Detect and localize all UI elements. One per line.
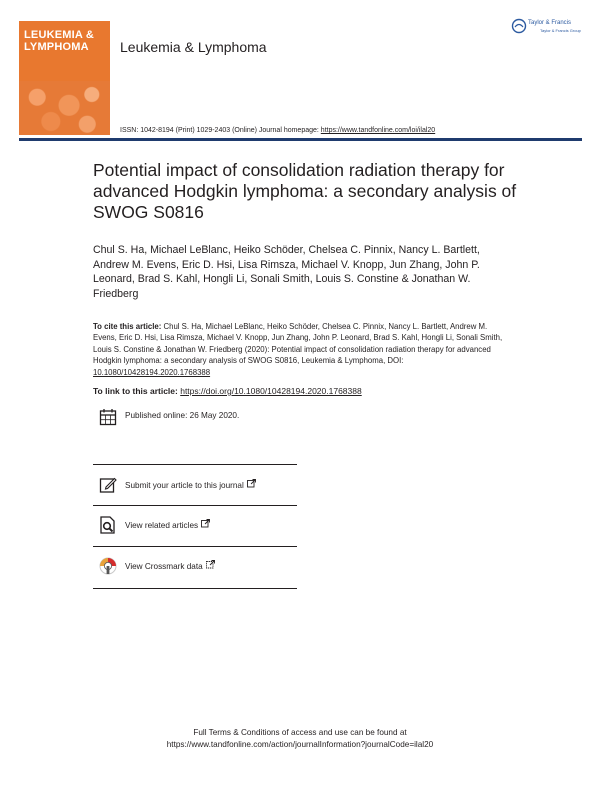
cover-artwork: [19, 81, 110, 135]
submit-article-link[interactable]: Submit your article to this journal: [125, 479, 256, 490]
crossmark-icon: [99, 557, 117, 575]
footer: [0, 727, 600, 751]
crossmark-link[interactable]: View Crossmark data: [125, 560, 215, 571]
journal-cover-image: [19, 21, 110, 135]
cite-doi-link[interactable]: 10.1080/10428194.2020.1768388: [93, 367, 211, 377]
journal-name[interactable]: Leukemia & Lymphoma: [120, 39, 267, 55]
publisher-logo-subtext: Taylor & Francis Group: [540, 28, 581, 33]
external-link-icon: [201, 519, 210, 528]
cite-text: Chul S. Ha, Michael LeBlanc, Heiko Schöder, Chelsea C. Pinnix, Nancy L. Bartlett, Andrew M. Evens, Eric D. Hsi, Lisa Rimsza, Michael V. Knopp, Jun Zhang, John P. Leonard, Brad S. Kahl, Hongli Li, Sonali Smith, Louis S. Constine & Jonathan W. Friedberg (2020): Potential impact of consolidation radiation therapy for advanced Hodgkin lymphoma: a secondary analysis of SWOG S0816, Leukemia & Lymphoma, DOI:: [93, 322, 503, 366]
citation-block: [93, 321, 513, 378]
submit-article-row[interactable]: [93, 476, 297, 516]
divider: [93, 505, 297, 506]
link-label: To link to this article:: [93, 386, 181, 396]
journal-homepage-link[interactable]: https://www.tandfonline.com/loi/ilal20: [320, 127, 436, 134]
cite-label: To cite this article:: [93, 322, 162, 331]
published-row: [93, 408, 297, 448]
issn-line: [120, 127, 435, 134]
related-articles-link[interactable]: View related articles: [125, 519, 210, 530]
divider: [93, 546, 297, 547]
article-doi-link[interactable]: https://doi.org/10.1080/10428194.2020.1768388: [180, 386, 362, 396]
footer-terms-text: Full Terms & Conditions of access and use can be found at: [193, 728, 407, 737]
edit-icon: [99, 476, 117, 494]
article-link-line: [93, 386, 362, 396]
footer-terms-link[interactable]: https://www.tandfonline.com/action/journalInformation?journalCode=ilal20: [166, 740, 434, 749]
header-divider: [19, 138, 582, 141]
divider: [93, 464, 297, 465]
crossmark-row[interactable]: [93, 557, 297, 597]
document-search-icon: [99, 516, 117, 534]
related-articles-row[interactable]: [93, 516, 297, 556]
external-link-icon: [247, 479, 256, 488]
issn-text: ISSN: 1042-8194 (Print) 1029-2403 (Online) Journal homepage:: [120, 127, 321, 134]
calendar-icon: [99, 408, 117, 426]
cover-title: LEUKEMIA & LYMPHOMA: [24, 29, 95, 53]
external-link-icon: [206, 560, 215, 569]
published-date: Published online: 26 May 2020.: [125, 411, 240, 420]
article-authors: Chul S. Ha, Michael LeBlanc, Heiko Schöder, Chelsea C. Pinnix, Nancy L. Bartlett, Andrew M. Evens, Eric D. Hsi, Lisa Rimsza, Michael V. Knopp, Jun Zhang, John P. Leonard, Brad S. Kahl, Hongli Li, Sonali Smith, Louis S. Constine & Jonathan W. Friedberg: [93, 244, 480, 300]
publisher-logo-text: Taylor & Francis: [528, 20, 572, 26]
divider: [93, 588, 297, 589]
article-title: Potential impact of consolidation radiation therapy for advanced Hodgkin lymphoma: a secondary analysis of SWOG S0816: [93, 160, 517, 222]
